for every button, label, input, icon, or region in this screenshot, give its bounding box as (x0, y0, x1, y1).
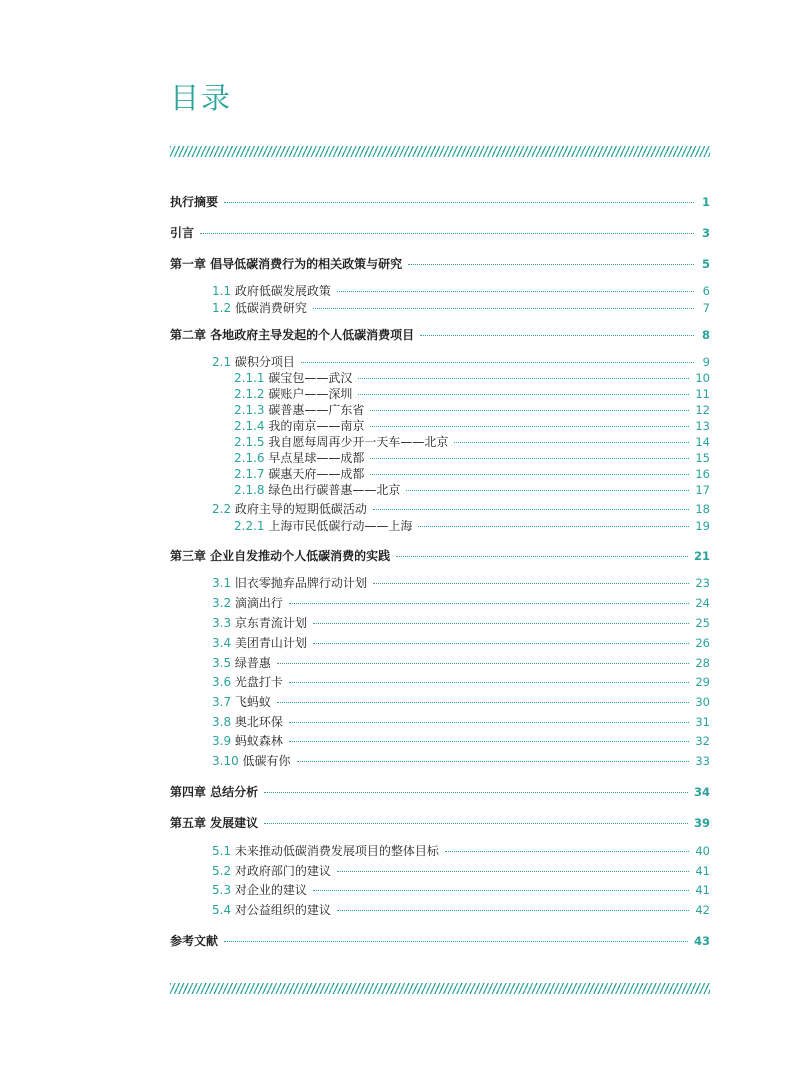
toc-entry[interactable] (170, 386, 710, 402)
toc-entry-number: 3.9 (212, 734, 235, 748)
toc-dot-leader (289, 603, 689, 604)
toc-entry[interactable] (170, 402, 710, 418)
toc-entry-label (212, 733, 283, 749)
toc-entry[interactable] (170, 674, 710, 690)
toc-entry-text: 碳账户——深圳 (268, 387, 353, 401)
toc-entry-text: 执行摘要 (170, 195, 219, 209)
toc-entry-number: 2.1.7 (234, 467, 269, 481)
toc-entry[interactable] (170, 450, 710, 466)
toc-dot-leader (224, 941, 688, 942)
toc-page-number: 6 (702, 284, 710, 298)
toc-page-number: 24 (695, 596, 710, 610)
toc-entry-label (212, 501, 367, 517)
toc-entry-text: 上海市民低碳行动——上海 (268, 519, 413, 533)
toc-dot-leader (337, 871, 689, 872)
toc-page-number: 10 (695, 371, 710, 385)
toc-entry-text: 绿普惠 (234, 656, 271, 670)
toc-entry[interactable] (170, 575, 710, 591)
toc-entry-text: 我自愿每周再少开一天车——北京 (268, 435, 449, 449)
toc-page-number: 43 (693, 934, 710, 948)
toc-dot-leader (370, 474, 689, 475)
toc-entry-label (212, 283, 331, 299)
toc-entry-label (234, 418, 364, 434)
toc-page-number: 7 (702, 301, 710, 315)
toc-page-number: 5 (701, 257, 710, 271)
toc-page-number: 30 (695, 695, 710, 709)
toc-entry-number: 5.1 (212, 844, 235, 858)
toc-dot-leader (358, 394, 689, 395)
toc-entry-label (212, 882, 307, 898)
toc-entry[interactable] (170, 466, 710, 482)
toc-entry-text: 京东青流计划 (234, 616, 307, 630)
toc-entry-label (212, 300, 307, 316)
toc-dot-leader (297, 761, 690, 762)
toc-entry[interactable] (170, 882, 710, 898)
toc-entry-text: 早点星球——成都 (268, 451, 365, 465)
toc-page-number: 33 (695, 754, 710, 768)
toc-entry-label (234, 466, 364, 482)
toc-entry[interactable] (170, 434, 710, 450)
toc-entry-label (212, 714, 283, 730)
toc-entry-label (212, 902, 331, 918)
toc-entry-number: 2.2 (212, 502, 235, 516)
toc-entry-number: 2.2.1 (234, 519, 269, 533)
toc-dot-leader (277, 702, 689, 703)
toc-entry-number: 3.7 (212, 695, 235, 709)
toc-entry-label (212, 863, 331, 879)
toc-entry-label (212, 575, 367, 591)
toc-page-number: 21 (693, 549, 710, 563)
toc-page-number: 41 (695, 883, 710, 897)
toc-dot-leader (454, 442, 689, 443)
toc-entry-number: 5.3 (212, 883, 235, 897)
toc-entry-number: 5.4 (212, 903, 235, 917)
toc-entry-text: 碳积分项目 (234, 355, 295, 369)
toc-entry[interactable] (170, 595, 710, 611)
toc-entry-label (212, 595, 283, 611)
toc-entry-label (170, 327, 414, 343)
toc-dot-leader (420, 335, 694, 336)
decorative-hatch-divider-top (170, 146, 710, 157)
toc-entry-text: 美团青山计划 (234, 636, 307, 650)
toc-entry-label (212, 753, 291, 769)
toc-entry-text: 碳宝包——武汉 (268, 371, 353, 385)
toc-page-number: 41 (695, 864, 710, 878)
toc-entry-text: 引言 (170, 226, 195, 240)
toc-page-number: 42 (695, 903, 710, 917)
toc-entry[interactable] (170, 370, 710, 386)
toc-entry-number: 2.1.3 (234, 403, 269, 417)
toc-entry-number: 3.8 (212, 715, 235, 729)
toc-entry-label (212, 354, 295, 370)
toc-entry-text: 低碳有你 (242, 754, 291, 768)
toc-entry-label (170, 784, 258, 800)
toc-entry[interactable] (170, 714, 710, 730)
toc-entry[interactable] (170, 501, 710, 517)
toc-page-number: 9 (702, 355, 710, 369)
toc-entry[interactable] (170, 753, 710, 769)
toc-dot-leader (264, 823, 688, 824)
toc-entry-text: 第五章 发展建议 (170, 816, 259, 830)
toc-entry-label (212, 655, 271, 671)
toc-page-number: 19 (695, 519, 710, 533)
toc-entry-number: 3.5 (212, 656, 235, 670)
toc-entry-label (234, 370, 352, 386)
toc-entry-number: 2.1.8 (234, 483, 269, 497)
toc-entry[interactable] (170, 482, 710, 498)
toc-entry[interactable] (170, 863, 710, 879)
toc-page-number: 12 (695, 403, 710, 417)
toc-entry[interactable] (170, 733, 710, 749)
toc-page-number: 23 (695, 576, 710, 590)
toc-entry[interactable] (170, 194, 710, 210)
toc-entry-text: 蚂蚁森林 (234, 734, 283, 748)
toc-page-number: 1 (701, 195, 710, 209)
toc-entry-label (212, 843, 439, 859)
toc-page-number: 8 (701, 328, 710, 342)
toc-entry-text: 绿色出行碳普惠——北京 (268, 483, 401, 497)
toc-entry-text: 飞蚂蚁 (234, 695, 271, 709)
toc-dot-leader (373, 583, 689, 584)
toc-entry-text: 第三章 企业自发推动个人低碳消费的实践 (170, 549, 391, 563)
toc-entry[interactable] (170, 694, 710, 710)
toc-page-number: 39 (693, 816, 710, 830)
toc-dot-leader (396, 556, 688, 557)
toc-entry-label (170, 225, 194, 241)
toc-dot-leader (406, 490, 689, 491)
toc-dot-leader (301, 362, 694, 363)
toc-entry-label (212, 635, 307, 651)
toc-dot-leader (277, 663, 689, 664)
toc-dot-leader (370, 426, 689, 427)
toc-entry-label (234, 450, 364, 466)
toc-page-number: 3 (701, 226, 710, 240)
toc-dot-leader (289, 682, 689, 683)
toc-entry-text: 未来推动低碳消费发展项目的整体目标 (234, 844, 439, 858)
toc-entry[interactable] (170, 843, 710, 859)
toc-entry-text: 滴滴出行 (234, 596, 283, 610)
toc-entry-text: 第四章 总结分析 (170, 785, 259, 799)
toc-entry-text: 对政府部门的建议 (234, 864, 331, 878)
toc-entry-number: 1.1 (212, 284, 235, 298)
toc-dot-leader (264, 792, 688, 793)
toc-page-number: 34 (693, 785, 710, 799)
toc-page-number: 17 (695, 483, 710, 497)
toc-entry-number: 2.1.4 (234, 419, 269, 433)
toc-entry[interactable] (170, 902, 710, 918)
toc-page-number: 32 (695, 734, 710, 748)
toc-entry-number: 3.10 (212, 754, 243, 768)
toc-entry-label (234, 518, 412, 534)
toc-entry-text: 参考文献 (170, 934, 219, 948)
toc-page-number: 40 (695, 844, 710, 858)
toc-entry-text: 第二章 各地政府主导发起的个人低碳消费项目 (170, 328, 415, 342)
toc-entry-number: 2.1 (212, 355, 235, 369)
toc-entry-label (234, 482, 400, 498)
toc-page-number: 28 (695, 656, 710, 670)
toc-entry-number: 2.1.2 (234, 387, 269, 401)
toc-entry[interactable] (170, 225, 710, 241)
toc-dot-leader (337, 910, 689, 911)
toc-entry-number: 3.6 (212, 675, 235, 689)
toc-entry[interactable] (170, 327, 710, 343)
toc-dot-leader (289, 741, 689, 742)
toc-dot-leader (373, 509, 689, 510)
toc-entry-text: 对公益组织的建议 (234, 903, 331, 917)
toc-entry-text: 我的南京——南京 (268, 419, 365, 433)
toc-entry-number: 3.1 (212, 576, 235, 590)
toc-entry[interactable] (170, 784, 710, 800)
toc-entry-text: 政府主导的短期低碳活动 (234, 502, 367, 516)
toc-dot-leader (408, 264, 694, 265)
toc-entry[interactable] (170, 615, 710, 631)
toc-entry-label (170, 194, 218, 210)
toc-entry-text: 第一章 倡导低碳消费行为的相关政策与研究 (170, 257, 403, 271)
toc-page-number: 15 (695, 451, 710, 465)
toc-entry-label (170, 933, 218, 949)
toc-entry[interactable] (170, 933, 710, 949)
toc-dot-leader (313, 643, 689, 644)
toc-dot-leader (289, 722, 689, 723)
toc-entry-label (212, 694, 271, 710)
toc-entry[interactable] (170, 418, 710, 434)
toc-page-number: 18 (695, 502, 710, 516)
toc-dot-leader (200, 233, 694, 234)
toc-entry-text: 政府低碳发展政策 (234, 284, 331, 298)
toc-entry-text: 碳普惠——广东省 (268, 403, 365, 417)
toc-entry[interactable] (170, 635, 710, 651)
page-title: 目录 (170, 81, 233, 115)
toc-entry-number: 2.1.1 (234, 371, 269, 385)
toc-dot-leader (313, 308, 694, 309)
toc-dot-leader (337, 291, 694, 292)
toc-dot-leader (224, 202, 694, 203)
toc-page-number: 25 (695, 616, 710, 630)
toc-entry-number: 3.4 (212, 636, 235, 650)
toc-page-number: 31 (695, 715, 710, 729)
toc-entry-number: 2.1.6 (234, 451, 269, 465)
toc-entry[interactable] (170, 655, 710, 671)
toc-dot-leader (418, 526, 689, 527)
toc-entry-number: 5.2 (212, 864, 235, 878)
toc-entry[interactable] (170, 300, 710, 316)
toc-dot-leader (445, 851, 689, 852)
toc-entry-text: 对企业的建议 (234, 883, 307, 897)
toc-entry-text: 奥北环保 (234, 715, 283, 729)
toc-entry-text: 光盘打卡 (234, 675, 283, 689)
toc-entry-number: 1.2 (212, 301, 235, 315)
toc-entry-label (170, 256, 402, 272)
toc-page-number: 16 (695, 467, 710, 481)
toc-entry-label (234, 402, 364, 418)
toc-entry-label (170, 548, 390, 564)
toc-entry-label (212, 615, 307, 631)
toc-page-number: 29 (695, 675, 710, 689)
toc-page-number: 14 (695, 435, 710, 449)
toc-entry[interactable] (170, 548, 710, 564)
toc-entry-label (170, 815, 258, 831)
toc-entry[interactable] (170, 815, 710, 831)
toc-entry[interactable] (170, 256, 710, 272)
toc-dot-leader (370, 410, 689, 411)
toc-entry-number: 3.3 (212, 616, 235, 630)
toc-dot-leader (358, 378, 689, 379)
toc-entry-text: 旧衣零抛弃品牌行动计划 (234, 576, 367, 590)
toc-entry-label (234, 434, 448, 450)
toc-page-number: 11 (695, 387, 710, 401)
toc-entry-label (234, 386, 352, 402)
toc-dot-leader (313, 623, 689, 624)
toc-entry[interactable] (170, 283, 710, 299)
toc-entry-text: 低碳消费研究 (234, 301, 307, 315)
toc-entry-text: 碳惠天府——成都 (268, 467, 365, 481)
toc-entry-label (212, 674, 283, 690)
toc-dot-leader (370, 458, 689, 459)
toc-entry-number: 2.1.5 (234, 435, 269, 449)
toc-entry-number: 3.2 (212, 596, 235, 610)
toc-entry[interactable] (170, 354, 710, 370)
toc-entry[interactable] (170, 518, 710, 534)
decorative-hatch-divider-bottom (170, 983, 710, 994)
toc-page-number: 13 (695, 419, 710, 433)
toc-dot-leader (313, 890, 689, 891)
toc-page-number: 26 (695, 636, 710, 650)
